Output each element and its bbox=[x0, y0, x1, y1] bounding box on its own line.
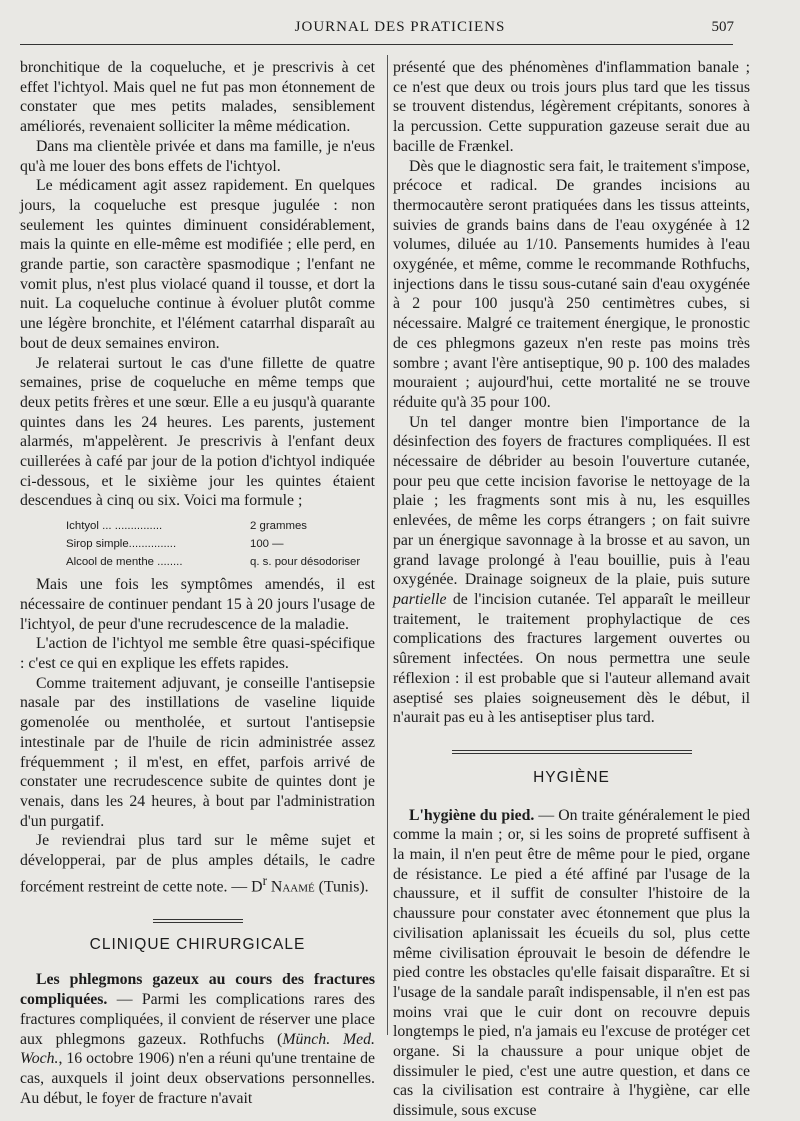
author-name: Naamé bbox=[270, 877, 315, 895]
formula-row bbox=[66, 517, 374, 535]
ingredient-quantity: q. s. pour désodoriser bbox=[250, 556, 361, 569]
section-title: CLINIQUE CHIRURGICALE bbox=[89, 935, 306, 953]
paragraph-text: Un tel danger montre bien l'importance de la désinfection des foyers de fractures compliquées. Il est nécessaire de débrider au besoin l'ouverture cutanée, pour peu que cette incision favorise le nettoyage de la plaie ; les fragments sont mis à nu, les esquilles enlevées, de même les corps étrangers ; on fait suivre par un énergique savonnage à la brosse et au savon, un grand lavage prolongé à l'eau bouillie, puis à l'eau oxygénée. Drainage soigneux de la plaie, puis suture bbox=[393, 413, 750, 589]
ingredient-quantity: 100 — bbox=[250, 538, 284, 551]
ingredient-quantity: 2 grammes bbox=[250, 520, 307, 533]
section-rule bbox=[153, 922, 243, 923]
left-column bbox=[20, 58, 375, 1108]
paragraph-text: de l'incision cutanée. Tel apparaît le meilleur traitement, le traitement prophylactique de ces complications des fractures largement ouvertes ou sûrement infectées. On nous permettra une seule réflexion : il est probable que si l'auteur allemand avait aseptisé ses plaies soigneusement dès le début, il n'aurait pas eu à les antiseptiser plus tard. bbox=[393, 590, 750, 727]
running-header bbox=[0, 0, 800, 46]
article-paragraph bbox=[20, 970, 375, 1108]
ingredient-name: Sirop simple............... bbox=[66, 538, 177, 551]
paragraph: L'action de l'ichtyol me semble être quasi-spécifique : c'est ce qui en explique les effets rapides. bbox=[20, 635, 375, 672]
section-rule bbox=[452, 750, 692, 751]
prescription-formula bbox=[66, 517, 374, 571]
section-rule bbox=[153, 919, 243, 920]
ingredient-name: Ichtyol ... ............... bbox=[66, 520, 163, 533]
page-number: 507 bbox=[711, 19, 734, 35]
section-rule bbox=[452, 753, 692, 754]
paragraph-text: Je reviendrai plus tard sur le même sujet et développerai, par de plus amples détails, le cadre forcément restreint de cette note. — D bbox=[20, 832, 375, 895]
paragraph: Je relaterai surtout le cas d'une fillette de quatre semaines, prise de coqueluche en même temps que deux petits frères et une sœur. Elle a eu jusqu'à quarante quintes dans les 24 heures. Les parents, justement alarmés, m'appelèrent. Je prescrivis à l'enfant deux cuillerées à café par jour de la potion d'ichtyol indiquée ci-dessous, et le sixième jour les quintes étaient descendues à cinq ou six. Voici ma formule ; bbox=[20, 354, 375, 510]
article-title: Les phlegmons gazeux au cours des fractures compliquées. bbox=[20, 971, 375, 1009]
journal-title: JOURNAL DES PRATICIENS bbox=[294, 19, 506, 35]
paragraph: présenté que des phénomènes d'inflammation banale ; ce n'est que deux ou trois jours plus tard que les tissus se trouvent distendus, légèrement crépitants, sonores à la percussion. Cette suppuration gazeuse serait due au bacille de Frænkel. bbox=[393, 59, 750, 155]
section-title: HYGIÈNE bbox=[533, 768, 610, 786]
article-paragraph bbox=[393, 806, 750, 1121]
paragraph-text: — Parmi les complications rares des fractures compliquées, il convient de réserver une place aux phlegmons gazeux. Rothfuchs ( bbox=[20, 991, 375, 1048]
paragraph-text: — On traite généralement le pied comme la main ; or, si les soins de propreté suffisent à la main, il n'en peut être de même pour le pied, organe de résistance. Le pied a été affiné par l'usage de la chaussure, et il suffit de consulter l'histoire de la chaussure pour constater avec étonnement que plus la civilisation aplanissait les écueils du sol, plus cette même civilisation éprouvait le besoin de défendre le pied contre les obstacles qu'elle faisait disparaître. Et si l'usage de la sandale paraît indispensable, il n'en est pas moins vrai que le cuir dont on recouvre depuis longtemps le pied, n'a jamais eu l'excuse de protéger cet organe. Si la chaussure a pour unique objet de dissimuler le pied, c'est une autre question, et dans ce cas la civilisation est contraire à l'hygiène, car elle dissimule, sous excuse bbox=[393, 806, 750, 1120]
paragraph: Comme traitement adjuvant, je conseille l'antisepsie nasale par des instillations de vaseline liquide gomenolée ou mentholée, et surtout l'antisepsie intestinale par de l'huile de ricin administrée assez fréquemment ; il m'est, en effet, parfois arrivé de constater une recrudescence subite de quintes dont je venais, dans les 24 heures, à bout par l'administration d'un purgatif. bbox=[20, 674, 375, 830]
signature-paragraph bbox=[20, 831, 375, 896]
paragraph: Dans ma clientèle privée et dans ma famille, je n'eus qu'à me louer des bons effets de l'ichtyol. bbox=[20, 137, 375, 175]
formula-row bbox=[66, 553, 374, 571]
paragraph: Mais une fois les symptômes amendés, il est nécessaire de continuer pendant 15 à 20 jours l'usage de l'ichtyol, de peur d'une recrudescence de la maladie. bbox=[20, 576, 375, 633]
title-abbrev: r bbox=[262, 872, 267, 888]
right-column bbox=[393, 58, 750, 1121]
paragraph: Le médicament agit assez rapidement. En quelques jours, la coqueluche est presque jugulée : non seulement les quintes diminuent considérablement, mais la quinte en elle-même est modifiée ; elle perd, en grande partie, son caractère spasmodique ; l'enfant ne vomit plus, n'est plus violacé quand il tousse, et dort la nuit. La coqueluche continue à évoluer plutôt comme une légère bronchite, et l'élément catarrhal disparaît au bout de deux semaines environ. bbox=[20, 177, 375, 352]
formula-row bbox=[66, 535, 374, 553]
paragraph-text: , 16 octobre 1906) n'en a réuni qu'une trentaine de cas, auxquels il joint deux observations personnelles. Au début, le foyer de fracture n'avait bbox=[20, 1050, 375, 1107]
author-location: (Tunis). bbox=[314, 877, 369, 895]
article-title: L'hygiène du pied. bbox=[409, 806, 535, 824]
paragraph: Dès que le diagnostic sera fait, le traitement s'impose, précoce et radical. De grandes incisions au thermocautère seront pratiquées dans les tissus atteints, suivies de grands bains dans de l'eau oxygénée à 12 volumes, diluée au 1/10. Pansements humides à l'eau oxygénée, et même, comme le recommande Rothfuchs, injections dans le tissu sous-cutané sain d'eau oxygénée à 2 pour 100 jusqu'à 250 centimètres cubes, si nécessaire. Malgré ce traitement énergique, le pronostic de ces phlegmons gazeux n'en reste pas moins très sombre ; avant l'ère antiseptique, 90 p. 100 des malades mouraient ; aujourd'hui, cette mortalité ne se trouve réduite qu'à 35 pour 100. bbox=[393, 157, 750, 411]
journal-reference: Münch. Med. Woch. bbox=[20, 1030, 375, 1068]
paragraph bbox=[393, 413, 750, 728]
header-rule bbox=[20, 44, 733, 45]
ingredient-name: Alcool de menthe ........ bbox=[66, 556, 183, 569]
emphasis: partielle bbox=[393, 590, 447, 608]
paragraph: bronchitique de la coqueluche, et je prescrivis à cet effet l'ichtyol. Mais quel ne fut pas mon étonnement de constater que mes petits malades, sensiblement améliorés, revenaient solliciter la même médication. bbox=[20, 59, 375, 136]
column-divider bbox=[387, 55, 388, 1035]
